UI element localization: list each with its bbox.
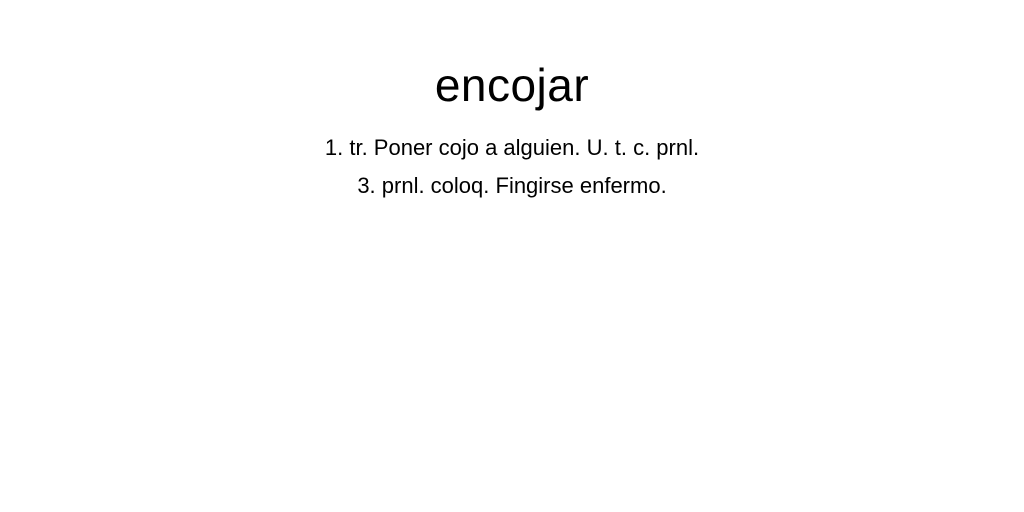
- definition-item: 1. tr. Poner cojo a alguien. U. t. c. prnl.: [324, 135, 700, 160]
- definition-list: [0, 129, 1024, 205]
- headword-title: encojar: [434, 59, 590, 111]
- definition-item: 3. prnl. coloq. Fingirse enfermo.: [357, 173, 667, 198]
